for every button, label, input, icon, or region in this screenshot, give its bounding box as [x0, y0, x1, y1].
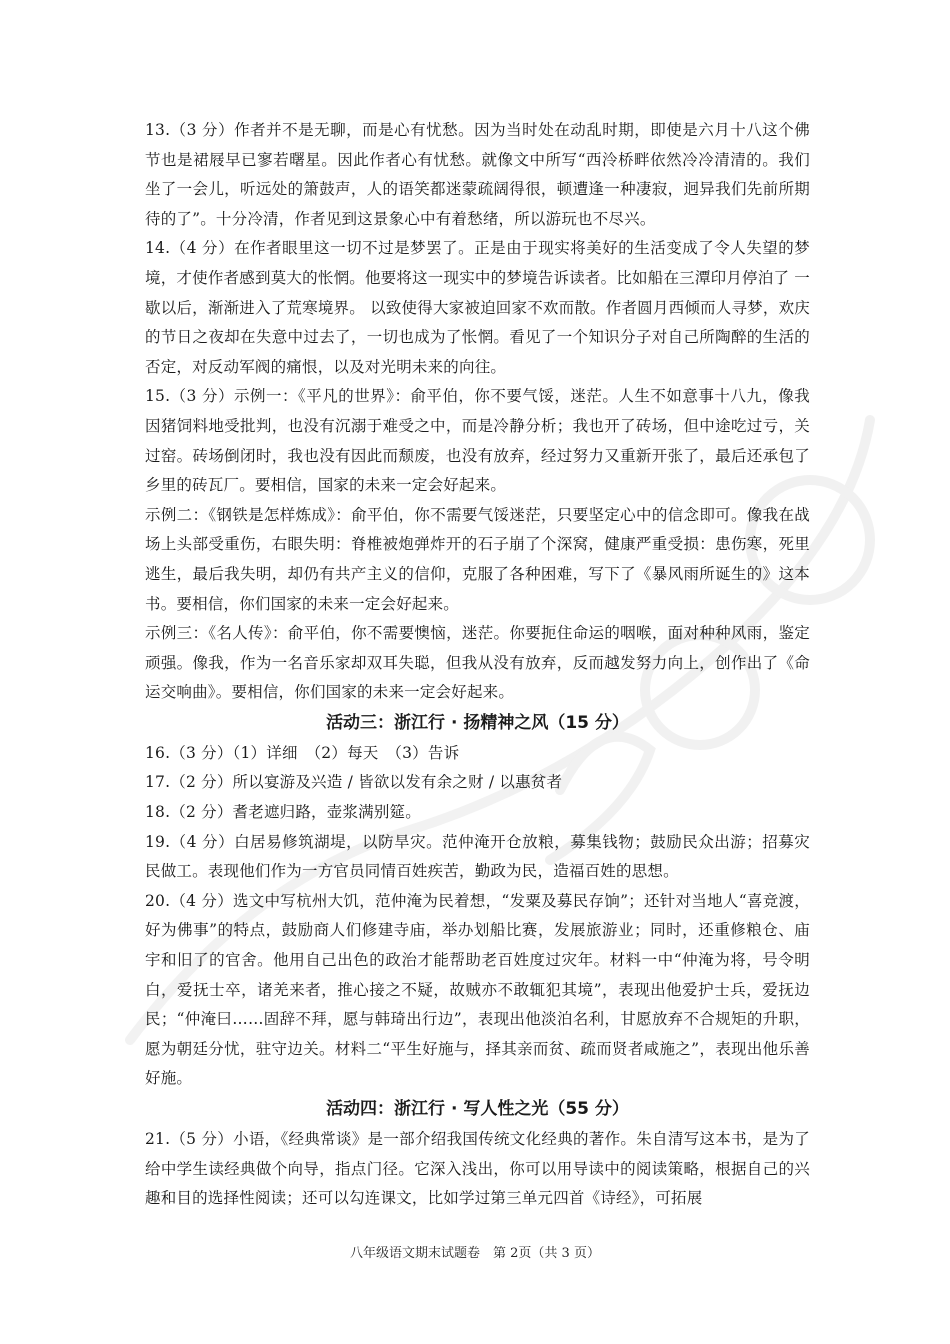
answer-page	[145, 116, 810, 1214]
answer-18: 18.（2 分）耆老遮归路，壶浆满别筵。	[145, 803, 421, 822]
answer-21: 21.（5 分）小语，《经典常谈》是一部介绍我国传统文化经典的著作。朱自清写这本书，是为了给中学生读经典做个向导，指点门径。它深入浅出，你可以用导读中的阅读策略，根据自己的兴趣和目的选择性阅读；还可以勾连课文，比如学过第三单元四首《诗经》，可拓展	[145, 1130, 810, 1208]
answer-20: 20.（4 分）选文中写杭州大饥，范仲淹为民着想，“发粟及募民存饷”；还针对当地人“喜竞渡，好为佛事”的特点，鼓励商人们修建寺庙，举办划船比赛，发展旅游业；同时，还重修粮仓、庙宇和旧了的官舍。他用自己出色的政治才能帮助老百姓度过灾年。材料一中“仲淹为将，号令明白，爱抚士卒，诸羌来者，推心接之不疑，故贼亦不敢辄犯其境”，表现出他爱护士兵，爱抚边民；“仲淹曰……固辞不拜，愿与韩琦出行边”，表现出他淡泊名利，甘愿放弃不合规矩的升职，愿为朝廷分忧，驻守边关。材料二“平生好施与，择其亲而贫、疏而贤者咸施之”，表现出他乐善好施。	[145, 891, 810, 1088]
answer-15-example-1: 15.（3 分）示例一：《平凡的世界》：俞平伯，你不要气馁，迷茫。人生不如意事十八九，像我因猪饲料地受批判，也没有沉溺于难受之中，而是冷静分析；我也开了砖场，但中途吃过亏，关过窑。砖场倒闭时，我也没有因此而颓废，也没有放弃，经过努力又重新开张了，最后还承包了乡里的砖瓦厂。要相信，国家的未来一定会好起来。	[145, 387, 810, 495]
page-footer: 八年级语文期末试题卷 第 2页（共 3 页）	[350, 1246, 600, 1261]
section-heading-activity-4: 活动四：浙江行 · 写人性之光（55 分）	[326, 1099, 629, 1119]
answer-13: 13.（3 分）作者并不是无聊，而是心有忧愁。因为当时处在动乱时期，即使是六月十八这个佛节也是裙屐早已寥若曙星。因此作者心有忧愁。就像文中所写“西泠桥畔依然冷冷清清的。我们坐了一会儿，听远处的箫鼓声，人的语笑都迷蒙疏阔得很，顿遭逢一种凄寂，迥异我们先前所期待的了”。十分冷清，作者见到这景象心中有着愁绪，所以游玩也不尽兴。	[145, 121, 810, 228]
answer-15-example-3: 示例三：《名人传》：俞平伯，你不需要懊恼，迷茫。你要扼住命运的咽喉，面对种种风雨，鉴定顽强。像我，作为一名音乐家却双耳失聪，但我从没有放弃，反而越发努力向上，创作出了《命运交响曲》。要相信，你们国家的未来一定会好起来。	[145, 624, 810, 702]
answer-17: 17.（2 分）所以宴游及兴造 / 皆欲以发有余之财 / 以惠贫者	[145, 773, 563, 792]
answer-19: 19.（4 分）白居易修筑湖堤，以防旱灾。范仲淹开仓放粮，募集钱物；鼓励民众出游；招募灾民做工。表现他们作为一方官员同情百姓疾苦，勤政为民，造福百姓的思想。	[145, 832, 810, 881]
answer-15-example-2: 示例二：《钢铁是怎样炼成》：俞平伯，你不需要气馁迷茫，只要坚定心中的信念即可。像我在战场上头部受重伤，右眼失明：脊椎被炮弹炸开的石子崩了个深窝，健康严重受损：患伤寒，死里逃生，最后我失明，却仍有共产主义的信仰，克服了各种困难，写下了《暴风雨所诞生的》这本书。要相信，你们国家的未来一定会好起来。	[145, 505, 810, 613]
section-heading-activity-3: 活动三：浙江行 · 扬精神之风（15 分）	[326, 712, 629, 733]
answer-14: 14.（4 分）在作者眼里这一切不过是梦罢了。正是由于现实将美好的生活变成了令人失望的梦境，才使作者感到莫大的怅惘。他要将这一现实中的梦境告诉读者。比如船在三潭印月停泊了 一歇以后，渐渐进入了荒寒境界。 以致使得大家被迫回家不欢而散。作者圆月西倾而人寻梦，欢庆的节日之夜却在失意中过去了，一切也成为了怅惘。看见了一个知识分子对自己所陶醉的生活的否定，对反动军阀的痛恨，以及对光明未来的向往。	[145, 239, 810, 376]
answer-16: 16.（3 分）（1）详细 （2）每天 （3）告诉	[145, 743, 460, 762]
